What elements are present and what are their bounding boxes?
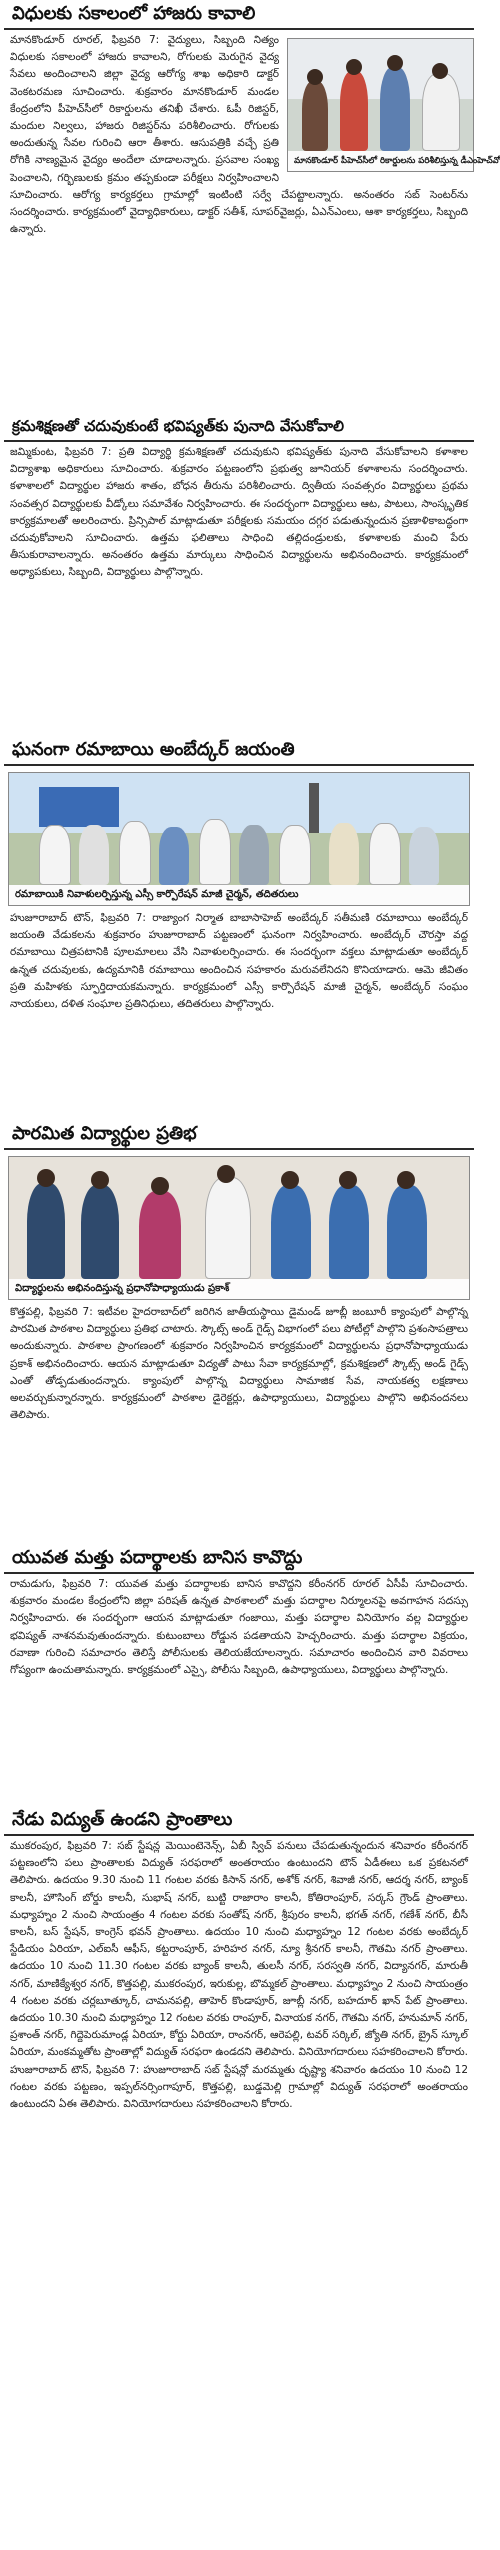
story-headline: యువత మత్తు పదార్థాలకు బానిస కావొద్దు <box>4 1546 474 1574</box>
story-body: రామడుగు, ఫిబ్రవరి 7: యువత మత్తు పదార్థాలకు బానిస కావొద్దని కరీంనగర్ రూరల్ ఏసీపీ సూచించారు. శుక్రవారం మండల కేంద్రంలోని జిల్లా పరిషత్ ఉన్నత పాఠశాలలో మత్తు పదార్థాల నిర్మూలనపై అవగాహన సదస్సు నిర్వహించారు. ఈ సందర్భంగా ఆయన మాట్లాడుతూ గంజాయి, మత్తు పదార్థాల వినియోగం వల్ల విద్యార్థుల భవిష్యత్ నాశనమవుతుందన్నారు. కుటుంబాలు రోడ్డున పడతాయని హెచ్చరించారు. మత్తు పదార్థాల విక్రయం, రవాణా గురించి సమాచారం తెలిస్తే పోలీసులకు తెలియజేయాలన్నారు. సమాచారం అందించిన వారి వివరాలు గోప్యంగా ఉంచుతామన్నారు. కార్యక్రమంలో ఎస్సై, పోలీసు సిబ్బంది, ఉపాధ్యాయులు, విద్యార్థులు పాల్గొన్నారు. <box>10 1578 468 1677</box>
story-headline: నేడు విద్యుత్ ఉండని ప్రాంతాలు <box>4 1808 474 1836</box>
photo-caption: విద్యార్థులను అభినందిస్తున్న ప్రధానోపాధ్యాయుడు ప్రకాశ్ <box>9 1279 469 1299</box>
story-headline: క్రమశిక్షణతో చదువుకుంటే భవిష్యత్‌కు పునాది వేసుకోవాలి <box>4 414 474 442</box>
story-headline: పారమిత విద్యార్థుల ప్రతిభ <box>4 1122 474 1150</box>
news-story <box>4 2 500 412</box>
story-body: ముకరంపుర, ఫిబ్రవరి 7: సబ్ స్టేషన్ల మెయింటెనెన్స్, ఏబీ స్విచ్ పనులు చేపడుతున్నందున శనివారం కరీంనగర్ పట్టణంలోని పలు ప్రాంతాలకు విద్యుత్ సరఫరాలో అంతరాయం ఉంటుందని టౌన్ ఏడీఈలు ఒక ప్రకటనలో తెలిపారు. ఉదయం 9.30 నుంచి 11 గంటల వరకు కిసాన్ నగర్, అశోక్ నగర్, శివాజీ నగర్, ఆదర్శ నగర్, బ్యాంక్ కాలనీ, హౌసింగ్ బోర్డు కాలనీ, సుభాష్ నగర్, బుట్టి రాజారాం కాలనీ, కోతిరాంపూర్, సర్కస్ గ్రౌండ్ ప్రాంతాలు. మధ్యాహ్నం 2 నుంచి సాయంత్రం 4 గంటల వరకు సంతోష్ నగర్, శ్రీపురం కాలనీ, భగత్ నగర్, గణేశ్ నగర్, బీసీ కాలనీ, బస్ స్టేషన్, కాంగ్రెస్ భవన్ ప్రాంతాలు. ఉదయం 10 నుంచి మధ్యాహ్నం 12 గంటల వరకు అంబేద్కర్ స్టేడియం ఏరియా, ఎల్ఐసీ ఆఫీస్, కట్టరాంపూర్, హరిహర నగర్, న్యూ శ్రీనగర్ కాలనీ, గౌతమి నగర్ ప్రాంతాలు. ఉదయం 10 నుంచి 11.30 గంటల వరకు బ్యాంక్ కాలనీ, తులసీ నగర్, సరస్వతి నగర్, విద్యానగర్, మారుతీ నగర్, మాణిక్యేశ్వర నగర్, కొత్తపల్లి, ముకరంపుర, ఇరుకుల్ల, బొమ్మకల్ ప్రాంతాలు. మధ్యాహ్నం 2 నుంచి సాయంత్రం 4 గంటల వరకు చర్లబూత్కూర్, చామనపల్లి, తాహెర్ కొండాపూర్, జూబ్లీ నగర్, బహదూర్ ఖాన్ పేట్ ప్రాంతాలు. ఉదయం 10.30 నుంచి మధ్యాహ్నం 12 గంటల వరకు రాంపూర్, వినాయక నగర్, గౌతమి నగర్, హనుమాన్ నగర్, ప్రశాంత్ నగర్, గిద్దెపెరుమాండ్ల ఏరియా, కోర్టు ఏరియా, రాంనగర్, ఆరెపల్లి, టవర్ సర్కిల్, జ్యోతి నగర్, బ్రైన్ స్కూల్ ఏరియా, మంకమ్మతోట ప్రాంతాల్లో విద్యుత్ సరఫరా ఉండదని తెలిపారు. వినియోగదారులు సహకరించాలని కోరారు. హుజూరాబాద్ టౌన్, ఫిబ్రవరి 7: హుజూరాబాద్ సబ్ స్టేషన్లో మరమ్మతు దృష్ట్యా శనివారం ఉదయం 10 నుంచి 12 గంటల వరకు పట్టణం, ఇప్పల్‌నర్సింగాపూర్, కొత్తపల్లి, బుడ్డమెల్లి గ్రామాల్లో విద్యుత్ సరఫరాలో అంతరాయం ఉంటుందని ఏఈ తెలిపారు. వినియోగదారులు సహకరించాలని కోరారు. <box>10 1840 468 2111</box>
photo-caption: మానకొండూర్ పీహెచ్‌సీలో రికార్డులను పరిశీలిస్తున్న డీఎంహెచ్‌వో <box>288 151 473 171</box>
banner-board <box>39 787 119 827</box>
news-story <box>4 1546 474 1804</box>
story-photo <box>8 1156 470 1300</box>
story-photo <box>287 38 500 172</box>
story-body: మానకొండూర్ రూరల్, ఫిబ్రవరి 7: వైద్యులు, సిబ్బంది నిత్యం విధులకు సకాలంలో హాజరు కావాలని, రోగులకు మెరుగైన వైద్య సేవలు అందించాలని జిల్లా వైద్య ఆరోగ్య శాఖ అధికారి డాక్టర్ వెంకటరమణ సూచించారు. శుక్రవారం మానకొండూర్ మండల కేంద్రంలోని పీహెచ్‌సీలో రికార్డులను తనిఖీ చేశారు. ఓపీ రిజిస్టర్, మందుల నిల్వలు, హాజరు రిజిస్టర్‌ను పరిశీలించారు. రోగులకు అందుతున్న సేవల గురించి ఆరా తీశారు. ఆసుపత్రికి వచ్చే ప్రతి రోగికి నాణ్యమైన వైద్యం అందేలా చూడాలన్నారు. ప్రసవాల సంఖ్య పెంచాలని, గర్భిణులకు క్రమం తప్పకుండా పరీక్షలు నిర్వహించాలని సూచించారు. ఆరోగ్య కార్యకర్తలు గ్రామాల్లో ఇంటింటి సర్వే చేపట్టాలన్నారు. అనంతరం సబ్ సెంటర్‌ను సందర్శించారు. కార్యక్రమంలో వైద్యాధికారులు, డాక్టర్ సతీశ్, సూపర్‌వైజర్లు, ఏఎన్ఎంలు, ఆశా కార్యకర్తలు, సిబ్బంది ఉన్నారు. <box>10 34 468 236</box>
story-headline: ఘనంగా రమాబాయి అంబేద్కర్ జయంతి <box>4 738 474 766</box>
news-story <box>4 414 474 734</box>
story-body: హుజూరాబాద్ టౌన్, ఫిబ్రవరి 7: రాజ్యాంగ నిర్మాత బాబాసాహెబ్ అంబేద్కర్ సతీమణి రమాబాయి అంబేద్కర్ జయంతి వేడుకలను శుక్రవారం హుజూరాబాద్ పట్టణంలో ఘనంగా నిర్వహించారు. అంబేద్కర్ చౌరస్తా వద్ద రమాబాయి చిత్రపటానికి పూలమాలలు వేసి నివాళులర్పించారు. ఈ సందర్భంగా వక్తలు మాట్లాడుతూ అంబేద్కర్ ఉన్నత చదువులకు, ఉద్యమానికి రమాబాయి అందించిన సహకారం మరువలేనిదని కొనియాడారు. ఆమె జీవితం ప్రతి మహిళకు స్ఫూర్తిదాయకమన్నారు. కార్యక్రమంలో ఎస్సీ కార్పొరేషన్ మాజీ చైర్మన్, అంబేద్కర్ సంఘం నాయకులు, దళిత సంఘాల ప్రతినిధులు, తదితరులు పాల్గొన్నారు. <box>10 912 468 1011</box>
story-body: జమ్మికుంట, ఫిబ్రవరి 7: ప్రతి విద్యార్థి క్రమశిక్షణతో చదువుకుని భవిష్యత్‌కు పునాది వేసుకోవాలని కళాశాల విద్యాశాఖ అధికారులు సూచించారు. శుక్రవారం పట్టణంలోని ప్రభుత్వ జూనియర్ కళాశాలను సందర్శించారు. కళాశాలలో విద్యార్థుల హాజరు శాతం, బోధన తీరును పరిశీలించారు. ద్వితీయ సంవత్సరం విద్యార్థులు ప్రథమ సంవత్సర విద్యార్థులకు వీడ్కోలు సమావేశం నిర్వహించారు. ఈ సందర్భంగా విద్యార్థులు ఆట, పాటలు, సాంస్కృతిక కార్యక్రమాలతో అలరించారు. ప్రిన్సిపాల్ మాట్లాడుతూ పరీక్షలకు సమయం దగ్గర పడుతున్నందున ప్రణాళికాబద్ధంగా చదువుకోవాలని సూచించారు. ఉత్తమ ఫలితాలు సాధించి తల్లిదండ్రులకు, కళాశాలకు మంచి పేరు తీసుకురావాలన్నారు. అనంతరం ఉత్తమ మార్కులు సాధించిన విద్యార్థులను అభినందించారు. కార్యక్రమంలో అధ్యాపకులు, సిబ్బంది, విద్యార్థులు పాల్గొన్నారు. <box>10 446 468 579</box>
story-photo <box>8 772 470 906</box>
news-story <box>4 738 474 1120</box>
photo-caption: రమాబాయికి నివాళులర్పిస్తున్న ఎస్సీ కార్పొరేషన్ మాజీ చైర్మన్, తదితరులు <box>9 885 469 905</box>
news-story <box>4 1808 474 2548</box>
story-body: కొత్తపల్లి, ఫిబ్రవరి 7: ఇటీవల హైదరాబాద్‌లో జరిగిన జాతీయస్థాయి డైమండ్ జూబ్లీ జంబూరీ క్యాంపులో పాల్గొన్న పారమిత పాఠశాల విద్యార్థులు ప్రతిభ చాటారు. స్కౌట్స్ అండ్ గైడ్స్ విభాగంలో పలు పోటీల్లో పాల్గొని ప్రశంసాపత్రాలు అందుకున్నారు. పాఠశాల ప్రాంగణంలో శుక్రవారం నిర్వహించిన కార్యక్రమంలో విద్యార్థులను ప్రధానోపాధ్యాయుడు ప్రకాశ్ అభినందించారు. ఆయన మాట్లాడుతూ విద్యతో పాటు సేవా కార్యక్రమాల్లో, క్రమశిక్షణలో స్కౌట్స్ అండ్ గైడ్స్ ఎంతో తోడ్పడుతుందన్నారు. క్యాంపులో పాల్గొన్న విద్యార్థులు సామాజిక సేవ, నాయకత్వ లక్షణాలు అలవర్చుకున్నారన్నారు. కార్యక్రమంలో పాఠశాల డైరెక్టర్లు, ఉపాధ్యాయులు, విద్యార్థులు పాల్గొని అభినందనలు తెలిపారు. <box>10 1306 468 1422</box>
story-headline: విధులకు సకాలంలో హాజరు కావాలి <box>4 2 474 30</box>
news-story <box>4 1122 474 1542</box>
